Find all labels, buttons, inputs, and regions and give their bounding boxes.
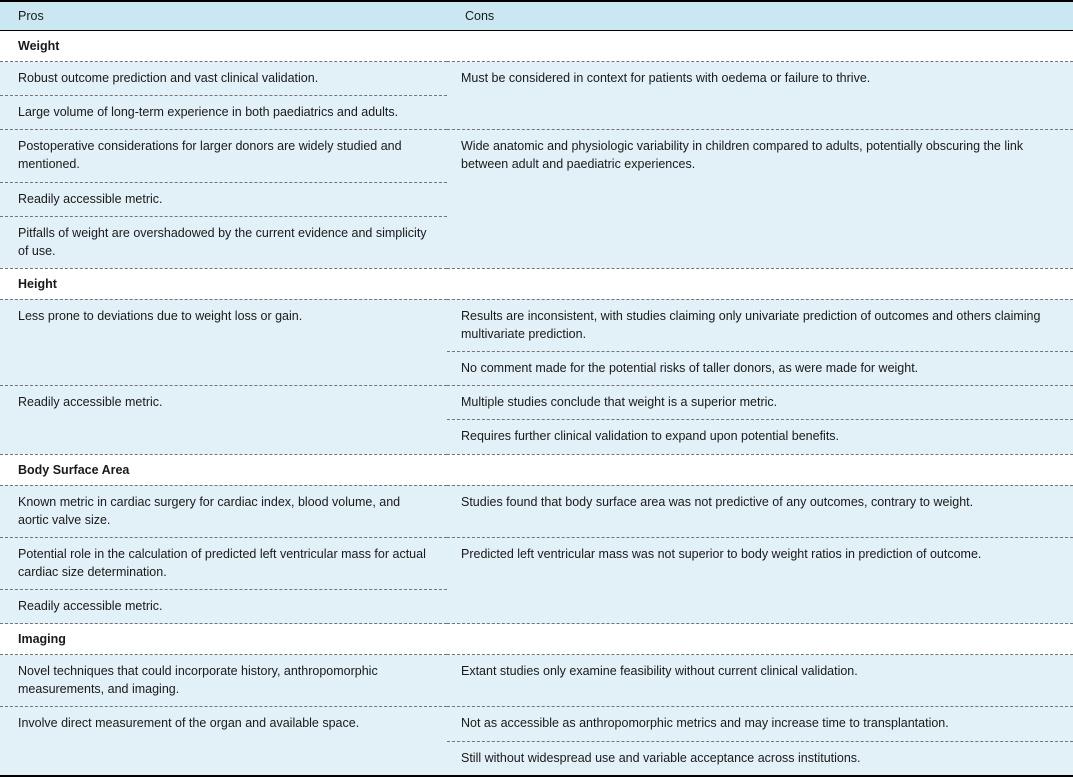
imaging-pro-cell: Involve direct measurement of the organ and available space. bbox=[0, 707, 447, 776]
table-row bbox=[0, 62, 1073, 96]
weight-con-cell: Wide anatomic and physiologic variability in children compared to adults, potentially obscuring the link between adult and paediatric experiences. bbox=[447, 130, 1073, 269]
height-con-cell: No comment made for the potential risks of taller donors, as were made for weight. bbox=[447, 352, 1073, 386]
table-row bbox=[0, 299, 1073, 351]
table-header-row bbox=[0, 1, 1073, 31]
height-con-cell: Results are inconsistent, with studies claiming only univariate prediction of outcomes and others claiming multivariate prediction. bbox=[447, 299, 1073, 351]
section-title-body-surface-area: Body Surface Area bbox=[0, 454, 1073, 485]
weight-pro-cell: Postoperative considerations for larger donors are widely studied and mentioned. bbox=[0, 130, 447, 182]
section-row-weight bbox=[0, 31, 1073, 62]
column-header-cons: Cons bbox=[447, 1, 1073, 31]
section-title-weight: Weight bbox=[0, 31, 1073, 62]
imaging-con-cell: Still without widespread use and variable acceptance across institutions. bbox=[447, 741, 1073, 776]
table-row bbox=[0, 130, 1073, 182]
section-title-height: Height bbox=[0, 268, 1073, 299]
table-body bbox=[0, 31, 1073, 776]
imaging-pro-cell: Novel techniques that could incorporate history, anthropomorphic measurements, and imaging. bbox=[0, 655, 447, 707]
weight-pro-cell: Robust outcome prediction and vast clinical validation. bbox=[0, 62, 447, 96]
body-surface-area-con-cell: Studies found that body surface area was not predictive of any outcomes, contrary to weight. bbox=[447, 485, 1073, 537]
column-header-pros: Pros bbox=[0, 1, 447, 31]
body-surface-area-pro-cell: Known metric in cardiac surgery for cardiac index, blood volume, and aortic valve size. bbox=[0, 485, 447, 537]
weight-pro-cell: Readily accessible metric. bbox=[0, 182, 447, 216]
weight-pro-cell: Large volume of long-term experience in both paediatrics and adults. bbox=[0, 96, 447, 130]
section-row-body-surface-area bbox=[0, 454, 1073, 485]
imaging-con-cell: Not as accessible as anthropomorphic metrics and may increase time to transplantation. bbox=[447, 707, 1073, 741]
weight-pro-cell: Pitfalls of weight are overshadowed by the current evidence and simplicity of use. bbox=[0, 216, 447, 268]
weight-con-cell: Must be considered in context for patients with oedema or failure to thrive. bbox=[447, 62, 1073, 130]
height-con-cell: Multiple studies conclude that weight is a superior metric. bbox=[447, 386, 1073, 420]
height-pro-cell: Less prone to deviations due to weight loss or gain. bbox=[0, 299, 447, 385]
body-surface-area-pro-cell: Readily accessible metric. bbox=[0, 590, 447, 624]
body-surface-area-con-cell: Predicted left ventricular mass was not superior to body weight ratios in prediction of outcome. bbox=[447, 537, 1073, 623]
section-title-imaging: Imaging bbox=[0, 624, 1073, 655]
table-row bbox=[0, 655, 1073, 707]
height-pro-cell: Readily accessible metric. bbox=[0, 386, 447, 454]
table-row bbox=[0, 707, 1073, 741]
table-row bbox=[0, 485, 1073, 537]
table-row bbox=[0, 386, 1073, 420]
section-row-imaging bbox=[0, 624, 1073, 655]
table-row bbox=[0, 537, 1073, 589]
section-row-height bbox=[0, 268, 1073, 299]
height-con-cell: Requires further clinical validation to expand upon potential benefits. bbox=[447, 420, 1073, 454]
body-surface-area-pro-cell: Potential role in the calculation of predicted left ventricular mass for actual cardiac size determination. bbox=[0, 537, 447, 589]
imaging-con-cell: Extant studies only examine feasibility without current clinical validation. bbox=[447, 655, 1073, 707]
